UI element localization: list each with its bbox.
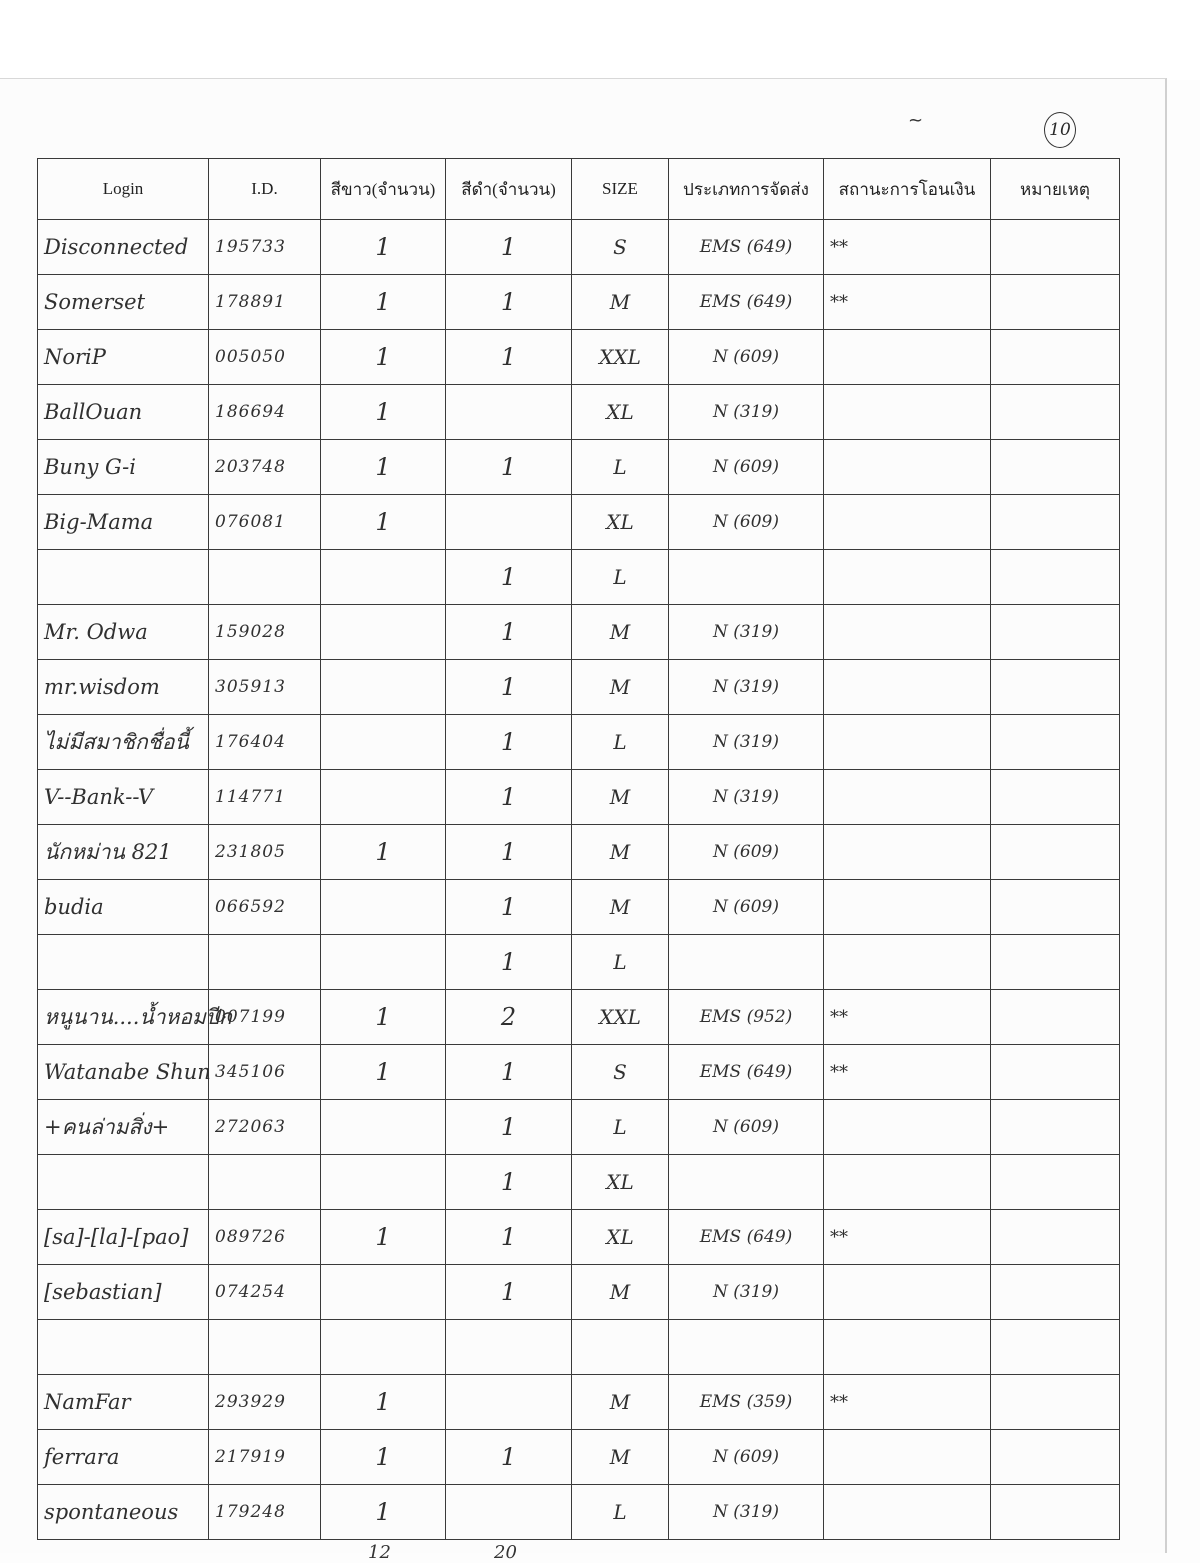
cell-black-qty: 1	[446, 825, 572, 880]
cell-id: 066592	[209, 880, 321, 935]
table-row	[38, 935, 1120, 990]
cell-black-qty: 1	[446, 1265, 572, 1320]
cell-shipping: N (609)	[669, 1430, 824, 1485]
header-shipping: ประเภทการจัดส่ง	[669, 159, 824, 220]
cell-id: 293929	[209, 1375, 321, 1430]
cell-size: M	[572, 825, 669, 880]
header-login: Login	[38, 159, 209, 220]
cell-white-qty: 1	[321, 1375, 446, 1430]
cell-black-qty: 1	[446, 220, 572, 275]
cell-shipping: N (319)	[669, 385, 824, 440]
cell-shipping: EMS (952)	[669, 990, 824, 1045]
cell-note	[991, 1045, 1120, 1100]
cell-note	[991, 275, 1120, 330]
cell-note	[991, 935, 1120, 990]
cell-shipping	[669, 1320, 824, 1375]
page-number: 10	[1044, 112, 1076, 148]
cell-login: Big-Mama	[38, 495, 209, 550]
cell-size: M	[572, 660, 669, 715]
cell-size: L	[572, 440, 669, 495]
cell-payment-status	[824, 495, 991, 550]
cell-black-qty	[446, 495, 572, 550]
cell-login: ไม่มีสมาชิกชื่อนี้	[38, 715, 209, 770]
cell-white-qty: 1	[321, 385, 446, 440]
cell-size: L	[572, 550, 669, 605]
cell-note	[991, 1485, 1120, 1540]
cell-id: 231805	[209, 825, 321, 880]
cell-size: M	[572, 1430, 669, 1485]
table-row	[38, 1265, 1120, 1320]
cell-id: 178891	[209, 275, 321, 330]
total-black: 20	[494, 1542, 517, 1563]
table-row	[38, 1045, 1120, 1100]
cell-payment-status	[824, 440, 991, 495]
cell-white-qty	[321, 550, 446, 605]
cell-size: M	[572, 770, 669, 825]
cell-black-qty: 1	[446, 440, 572, 495]
cell-note	[991, 825, 1120, 880]
cell-id: 217919	[209, 1430, 321, 1485]
cell-id	[209, 1155, 321, 1210]
cell-size	[572, 1320, 669, 1375]
cell-payment-status	[824, 1155, 991, 1210]
cell-note	[991, 880, 1120, 935]
cell-note	[991, 330, 1120, 385]
table-row	[38, 275, 1120, 330]
cell-shipping: EMS (359)	[669, 1375, 824, 1430]
cell-shipping: N (319)	[669, 770, 824, 825]
cell-note	[991, 1265, 1120, 1320]
cell-size: XL	[572, 1210, 669, 1265]
cell-login: Somerset	[38, 275, 209, 330]
cell-login: V--Bank--V	[38, 770, 209, 825]
cell-black-qty: 1	[446, 1100, 572, 1155]
cell-id: 076081	[209, 495, 321, 550]
table-row	[38, 660, 1120, 715]
cell-black-qty	[446, 385, 572, 440]
table-row	[38, 880, 1120, 935]
cell-login	[38, 550, 209, 605]
cell-shipping: N (609)	[669, 1100, 824, 1155]
table-row	[38, 1155, 1120, 1210]
header-row	[38, 159, 1120, 220]
cell-shipping: N (319)	[669, 715, 824, 770]
cell-payment-status	[824, 1320, 991, 1375]
table-row	[38, 1430, 1120, 1485]
table-row	[38, 550, 1120, 605]
cell-payment-status: **	[824, 1210, 991, 1265]
cell-payment-status	[824, 935, 991, 990]
cell-id	[209, 550, 321, 605]
cell-size: S	[572, 1045, 669, 1100]
table-row	[38, 220, 1120, 275]
cell-payment-status	[824, 1485, 991, 1540]
cell-size: M	[572, 880, 669, 935]
cell-note	[991, 660, 1120, 715]
table-row	[38, 440, 1120, 495]
cell-size: M	[572, 275, 669, 330]
cell-size: S	[572, 220, 669, 275]
cell-white-qty	[321, 660, 446, 715]
cell-payment-status	[824, 1100, 991, 1155]
table-row	[38, 1100, 1120, 1155]
cell-black-qty: 1	[446, 1045, 572, 1100]
cell-white-qty: 1	[321, 1430, 446, 1485]
cell-white-qty: 1	[321, 825, 446, 880]
cell-login: นักหม่าน 821	[38, 825, 209, 880]
total-white: 12	[368, 1542, 391, 1563]
cell-login: ferrara	[38, 1430, 209, 1485]
cell-payment-status: **	[824, 275, 991, 330]
cell-shipping: N (609)	[669, 495, 824, 550]
cell-note	[991, 1430, 1120, 1485]
cell-white-qty: 1	[321, 330, 446, 385]
cell-note	[991, 770, 1120, 825]
cell-note	[991, 1375, 1120, 1430]
cell-black-qty: 1	[446, 1210, 572, 1265]
cell-black-qty: 1	[446, 880, 572, 935]
cell-payment-status	[824, 1430, 991, 1485]
cell-white-qty	[321, 770, 446, 825]
cell-login: Watanabe Shun	[38, 1045, 209, 1100]
cell-id: 305913	[209, 660, 321, 715]
cell-shipping	[669, 550, 824, 605]
cell-shipping: EMS (649)	[669, 1045, 824, 1100]
cell-payment-status	[824, 880, 991, 935]
cell-shipping: N (609)	[669, 440, 824, 495]
cell-white-qty: 1	[321, 495, 446, 550]
cell-id	[209, 935, 321, 990]
cell-shipping: N (319)	[669, 605, 824, 660]
cell-payment-status	[824, 330, 991, 385]
cell-note	[991, 605, 1120, 660]
cell-shipping: EMS (649)	[669, 1210, 824, 1265]
cell-size: L	[572, 1485, 669, 1540]
cell-white-qty	[321, 1155, 446, 1210]
table-row	[38, 1375, 1120, 1430]
cell-shipping	[669, 935, 824, 990]
cell-shipping	[669, 1155, 824, 1210]
cell-black-qty: 1	[446, 275, 572, 330]
cell-payment-status	[824, 1265, 991, 1320]
cell-black-qty: 2	[446, 990, 572, 1045]
cell-payment-status	[824, 660, 991, 715]
cell-login: Buny G-i	[38, 440, 209, 495]
header-size: SIZE	[572, 159, 669, 220]
cell-id: 345106	[209, 1045, 321, 1100]
order-table	[37, 158, 1120, 1540]
cell-id: 005050	[209, 330, 321, 385]
cell-black-qty	[446, 1375, 572, 1430]
cell-note	[991, 550, 1120, 605]
cell-white-qty	[321, 1265, 446, 1320]
header-id: I.D.	[209, 159, 321, 220]
cell-login: spontaneous	[38, 1485, 209, 1540]
table-row	[38, 1485, 1120, 1540]
cell-size: L	[572, 935, 669, 990]
cell-note	[991, 1100, 1120, 1155]
cell-login	[38, 1320, 209, 1375]
cell-black-qty: 1	[446, 1430, 572, 1485]
cell-white-qty: 1	[321, 440, 446, 495]
cell-note	[991, 220, 1120, 275]
cell-black-qty: 1	[446, 1155, 572, 1210]
cell-id: 114771	[209, 770, 321, 825]
cell-login: หนูนาน....น้ำหอมปีก	[38, 990, 209, 1045]
cell-payment-status	[824, 770, 991, 825]
cell-shipping: N (609)	[669, 880, 824, 935]
cell-white-qty: 1	[321, 1045, 446, 1100]
cell-size: M	[572, 605, 669, 660]
cell-white-qty: 1	[321, 220, 446, 275]
cell-white-qty	[321, 715, 446, 770]
header-black-qty: สีดำ(จำนวน)	[446, 159, 572, 220]
cell-black-qty: 1	[446, 715, 572, 770]
cell-white-qty: 1	[321, 1210, 446, 1265]
cell-id: 186694	[209, 385, 321, 440]
cell-black-qty: 1	[446, 605, 572, 660]
cell-black-qty	[446, 1320, 572, 1375]
cell-size: XXL	[572, 990, 669, 1045]
cell-login: budia	[38, 880, 209, 935]
table-row	[38, 605, 1120, 660]
table-row	[38, 1320, 1120, 1375]
cell-login: mr.wisdom	[38, 660, 209, 715]
cell-white-qty	[321, 1320, 446, 1375]
cell-size: XXL	[572, 330, 669, 385]
scan-background	[0, 0, 1200, 80]
cell-id: 007199	[209, 990, 321, 1045]
cell-white-qty	[321, 605, 446, 660]
cell-id: 272063	[209, 1100, 321, 1155]
cell-size: XL	[572, 1155, 669, 1210]
table-row	[38, 1210, 1120, 1265]
cell-id: 179248	[209, 1485, 321, 1540]
cell-white-qty: 1	[321, 275, 446, 330]
table-row	[38, 385, 1120, 440]
table-row	[38, 825, 1120, 880]
cell-white-qty	[321, 935, 446, 990]
cell-payment-status: **	[824, 220, 991, 275]
cell-login: [sa]-[la]-[pao]	[38, 1210, 209, 1265]
cell-note	[991, 715, 1120, 770]
cell-size: XL	[572, 495, 669, 550]
cell-login: NamFar	[38, 1375, 209, 1430]
cell-id	[209, 1320, 321, 1375]
cell-white-qty	[321, 880, 446, 935]
cell-size: XL	[572, 385, 669, 440]
cell-black-qty: 1	[446, 660, 572, 715]
cell-login: NoriP	[38, 330, 209, 385]
cell-size: M	[572, 1265, 669, 1320]
cell-id: 176404	[209, 715, 321, 770]
cell-size: L	[572, 715, 669, 770]
cell-login: Mr. Odwa	[38, 605, 209, 660]
cell-payment-status: **	[824, 990, 991, 1045]
cell-shipping: EMS (649)	[669, 275, 824, 330]
table-row	[38, 715, 1120, 770]
header-note: หมายเหตุ	[991, 159, 1120, 220]
cell-size: L	[572, 1100, 669, 1155]
cell-note	[991, 1155, 1120, 1210]
cell-note	[991, 495, 1120, 550]
cell-payment-status	[824, 550, 991, 605]
cell-note	[991, 1320, 1120, 1375]
cell-shipping: EMS (649)	[669, 220, 824, 275]
cell-size: M	[572, 1375, 669, 1430]
cell-note	[991, 1210, 1120, 1265]
cell-id: 089726	[209, 1210, 321, 1265]
cell-black-qty: 1	[446, 330, 572, 385]
cell-white-qty: 1	[321, 1485, 446, 1540]
table-row	[38, 330, 1120, 385]
table-row	[38, 770, 1120, 825]
table-row	[38, 990, 1120, 1045]
cell-black-qty: 1	[446, 550, 572, 605]
cell-white-qty	[321, 1100, 446, 1155]
cell-login: Disconnected	[38, 220, 209, 275]
cell-payment-status	[824, 715, 991, 770]
cell-login: [sebastian]	[38, 1265, 209, 1320]
cell-login: BallOuan	[38, 385, 209, 440]
pen-mark: ~	[908, 110, 924, 131]
cell-login	[38, 935, 209, 990]
cell-shipping: N (609)	[669, 330, 824, 385]
cell-login	[38, 1155, 209, 1210]
header-white-qty: สีขาว(จำนวน)	[321, 159, 446, 220]
table-row	[38, 495, 1120, 550]
cell-black-qty: 1	[446, 935, 572, 990]
cell-payment-status	[824, 605, 991, 660]
cell-note	[991, 385, 1120, 440]
cell-id: 203748	[209, 440, 321, 495]
cell-shipping: N (319)	[669, 660, 824, 715]
cell-id: 159028	[209, 605, 321, 660]
header-payment-status: สถานะการโอนเงิน	[824, 159, 991, 220]
cell-black-qty: 1	[446, 770, 572, 825]
cell-id: 074254	[209, 1265, 321, 1320]
cell-white-qty: 1	[321, 990, 446, 1045]
cell-id: 195733	[209, 220, 321, 275]
cell-note	[991, 440, 1120, 495]
cell-payment-status: **	[824, 1045, 991, 1100]
cell-note	[991, 990, 1120, 1045]
cell-shipping: N (319)	[669, 1265, 824, 1320]
cell-shipping: N (609)	[669, 825, 824, 880]
cell-black-qty	[446, 1485, 572, 1540]
cell-payment-status	[824, 385, 991, 440]
cell-payment-status	[824, 825, 991, 880]
cell-shipping: N (319)	[669, 1485, 824, 1540]
cell-payment-status: **	[824, 1375, 991, 1430]
table-body	[38, 220, 1120, 1540]
cell-login: +คนล่ามสิ่ง+	[38, 1100, 209, 1155]
